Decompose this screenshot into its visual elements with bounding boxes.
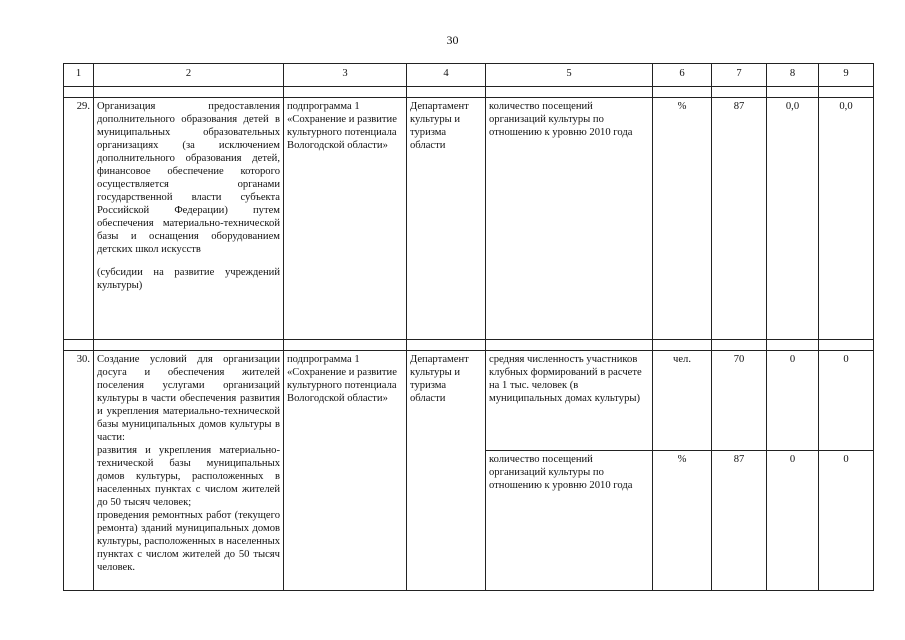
column-header: 4: [407, 64, 486, 87]
value-cell-7: 87: [712, 451, 767, 591]
activity-note: (субсидии на развитие учреждений культуры): [97, 267, 280, 291]
column-header: 3: [284, 64, 407, 87]
activity-text: Создание условий для организации досуга и обеспечения жителей поселения услугами организаций культуры в части обеспечения развития и укрепления материально-технической базы муниципальных домов культуры в части:: [97, 354, 280, 443]
department-cell: Департамент культуры и туризма области: [407, 351, 486, 591]
program-table: [63, 63, 874, 591]
indicator-cell: количество посещений организаций культуры по отношению к уровню 2010 года: [486, 98, 653, 340]
value-cell-9: 0,0: [819, 98, 874, 340]
value-cell-8: 0: [767, 351, 819, 451]
column-header: 6: [653, 64, 712, 87]
activity-cell: [94, 351, 284, 591]
department-cell: Департамент культуры и туризма области: [407, 98, 486, 340]
value-cell-7: 87: [712, 98, 767, 340]
spacer-row: [64, 87, 874, 98]
column-header: 7: [712, 64, 767, 87]
value-cell-9: 0: [819, 351, 874, 451]
indicator-cell: средняя численность участников клубных формирований в расчете на 1 тыс. человек (в муниципальных домах культуры): [486, 351, 653, 451]
column-header: 9: [819, 64, 874, 87]
value-cell-8: 0,0: [767, 98, 819, 340]
column-header: 1: [64, 64, 94, 87]
row-number: 30.: [64, 351, 94, 591]
indicator-cell: количество посещений организаций культуры по отношению к уровню 2010 года: [486, 451, 653, 591]
table-row: [64, 351, 874, 451]
program-cell: подпрограмма 1 «Сохранение и развитие культурного потенциала Вологодской области»: [284, 351, 407, 591]
table-header-row: [64, 64, 874, 87]
activity-cell: [94, 98, 284, 340]
page-number: 30: [446, 33, 459, 47]
column-header: 8: [767, 64, 819, 87]
value-cell-7: 70: [712, 351, 767, 451]
value-cell-8: 0: [767, 451, 819, 591]
spacer-row: [64, 340, 874, 351]
unit-cell: чел.: [653, 351, 712, 451]
column-header: 5: [486, 64, 653, 87]
program-cell: подпрограмма 1 «Сохранение и развитие культурного потенциала Вологодской области»: [284, 98, 407, 340]
activity-text: развития и укрепления материально-технической базы муниципальных домов культуры, расположенных в населенных пунктах с числом жителей до 50 тысяч человек;: [97, 445, 280, 508]
row-number: 29.: [64, 98, 94, 340]
activity-text: проведения ремонтных работ (текущего ремонта) зданий муниципальных домов культуры, расположенных в населенных пунктах с числом жителей до 50 тысяч человек.: [97, 510, 280, 573]
value-cell-9: 0: [819, 451, 874, 591]
activity-text: Организация предоставления дополнительного образования детей в муниципальных образовательных организациях (за исключением дополнительного образования детей, финансовое обеспечение которого осуществляется органами государственной власти субъекта Российской Федерации) путем обеспечения материально-технической базы и оснащения оборудованием детских школ искусств: [97, 101, 280, 255]
column-header: 2: [94, 64, 284, 87]
table-row: [64, 98, 874, 340]
unit-cell: %: [653, 451, 712, 591]
unit-cell: %: [653, 98, 712, 340]
